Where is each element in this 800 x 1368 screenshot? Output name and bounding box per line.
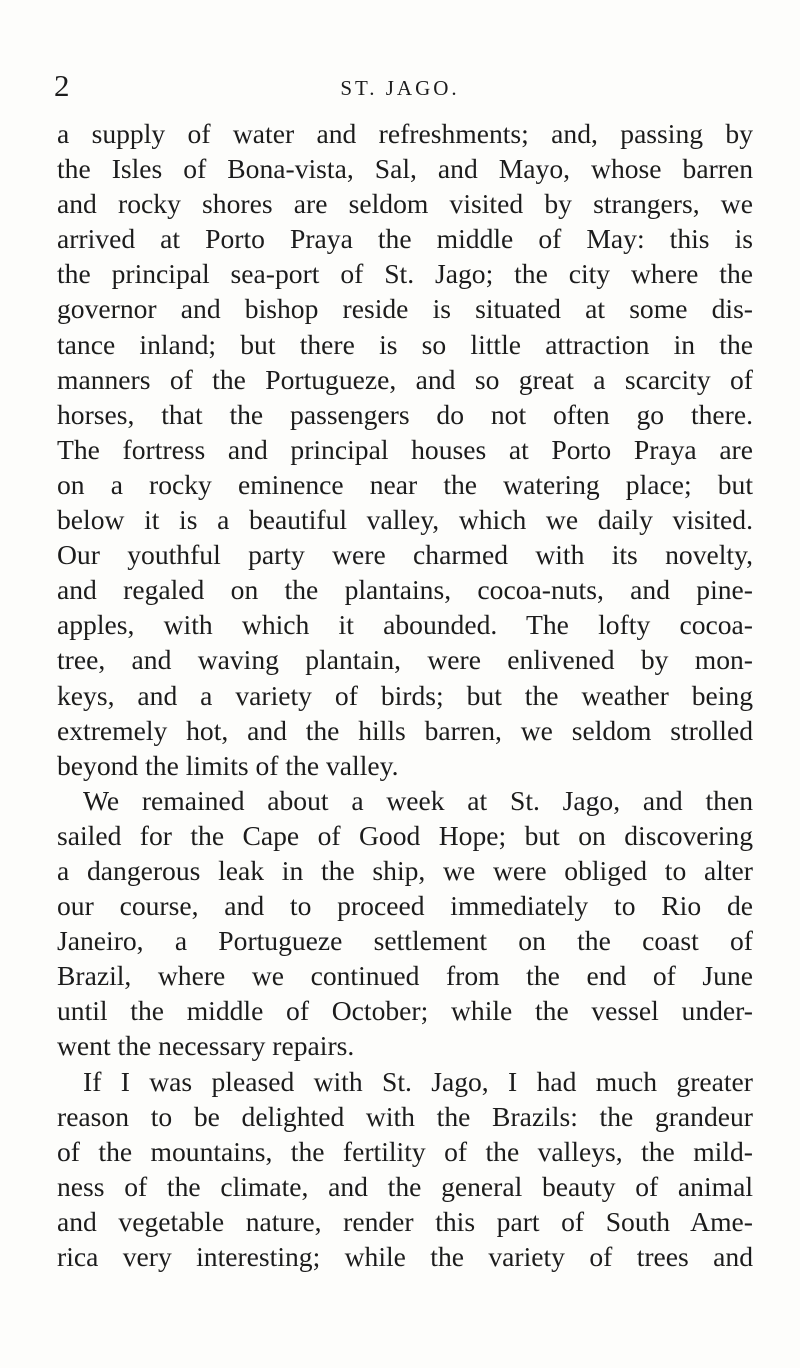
text-line: horses, that the passengers do not often go there. bbox=[57, 398, 753, 430]
text-line: sailed for the Cape of Good Hope; but on discovering bbox=[57, 819, 753, 851]
text-line: beyond the limits of the valley. bbox=[57, 749, 399, 781]
text-line: Janeiro, a Portugueze settlement on the coast of bbox=[57, 925, 753, 957]
text-line: ness of the climate, and the general beauty of animal bbox=[57, 1170, 753, 1202]
text-line: arrived at Porto Praya the middle of May: this is bbox=[57, 223, 753, 255]
text-line: rica very interesting; while the variety of trees and bbox=[57, 1241, 753, 1272]
text-line: and vegetable nature, render this part of South Ame- bbox=[57, 1205, 753, 1237]
text-line: If I was pleased with St. Jago, I had much greater bbox=[83, 1065, 753, 1097]
text-line: tree, and waving plantain, were enlivened by mon- bbox=[57, 644, 753, 676]
text-line: Our youthful party were charmed with its novelty, bbox=[57, 539, 753, 571]
body-text bbox=[57, 116, 753, 1274]
text-line: We remained about a week at St. Jago, and then bbox=[83, 784, 753, 816]
text-line: keys, and a variety of birds; but the weather being bbox=[57, 679, 753, 711]
text-line: apples, with which it abounded. The lofty cocoa- bbox=[57, 609, 753, 641]
text-line: and rocky shores are seldom visited by strangers, we bbox=[57, 188, 753, 220]
running-head: ST. JAGO. bbox=[340, 76, 460, 100]
text-line: governor and bishop reside is situated at some dis- bbox=[57, 293, 753, 325]
text-line: manners of the Portugueze, and so great a scarcity of bbox=[57, 363, 753, 395]
text-line: a supply of water and refreshments; and, passing by bbox=[57, 118, 753, 149]
text-line: reason to be delighted with the Brazils: the grandeur bbox=[57, 1100, 753, 1132]
text-line: our course, and to proceed immediately to Rio de bbox=[57, 890, 753, 922]
text-line: tance inland; but there is so little attraction in the bbox=[57, 328, 753, 360]
text-line: a dangerous leak in the ship, we were obliged to alter bbox=[57, 854, 753, 886]
text-line: until the middle of October; while the vessel under- bbox=[57, 995, 753, 1027]
text-line: of the mountains, the fertility of the valleys, the mild- bbox=[57, 1135, 753, 1167]
text-line: and regaled on the plantains, cocoa-nuts, and pine- bbox=[57, 574, 753, 606]
text-line: on a rocky eminence near the watering place; but bbox=[57, 468, 753, 500]
text-line: extremely hot, and the hills barren, we seldom strolled bbox=[57, 714, 753, 746]
text-line: the Isles of Bona-vista, Sal, and Mayo, whose barren bbox=[57, 153, 753, 185]
text-line: Brazil, where we continued from the end of June bbox=[57, 960, 753, 992]
text-line: below it is a beautiful valley, which we daily visited. bbox=[57, 504, 753, 536]
page-number: 2 bbox=[54, 68, 70, 103]
text-line: went the necessary repairs. bbox=[57, 1030, 355, 1062]
text-line: The fortress and principal houses at Porto Praya are bbox=[57, 433, 753, 465]
text-line: the principal sea-port of St. Jago; the city where the bbox=[57, 258, 753, 290]
